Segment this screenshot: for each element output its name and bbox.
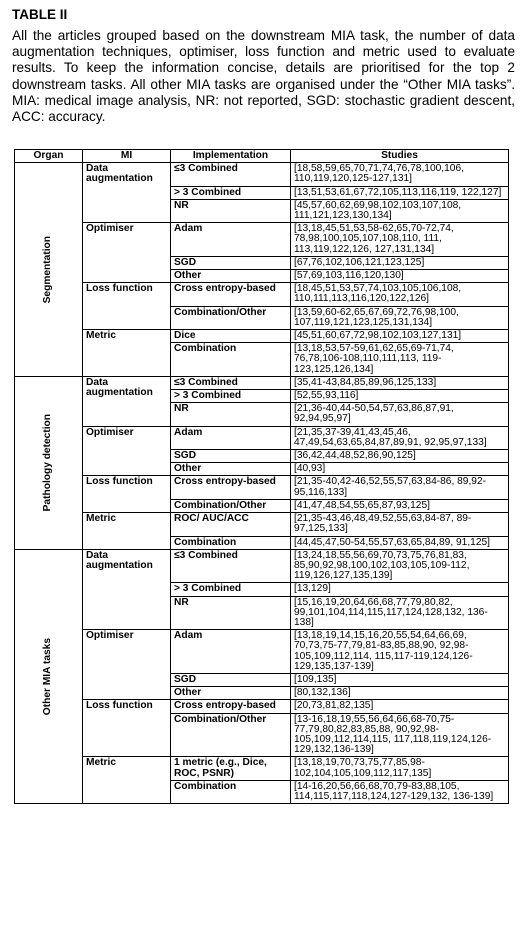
implementation-cell: Combination [171,780,291,803]
header-studies: Studies [291,150,509,163]
organ-cell [15,549,83,803]
studies-cell: [45,51,60,67,72,98,102,103,127,131] [291,330,509,343]
implementation-cell: Combination/Other [171,713,291,757]
implementation-cell: SGD [171,256,291,269]
studies-cell: [13,18,45,51,53,58-62,65,70-72,74, 78,98,100,105,107,108,110, 111, 113,119,122,126, 127,131,134] [291,223,509,257]
table-caption: All the articles grouped based on the downstream MIA task, the number of data augmentation techniques, optimiser, loss function and metric used to evaluate results. To keep the information concise, details are prioritised for the top 2 downstream tasks. All other MIA tasks are organised under the “Other MIA tasks”. MIA: medical image analysis, NR: not reported, SGD: stochastic gradient descent, ACC: accuracy. [12,28,515,125]
implementation-cell: Combination [171,343,291,377]
studies-cell: [15,16,19,20,64,66,68,77,79,80,82, 99,101,104,114,115,117,124,128,132, 136-138] [291,596,509,630]
studies-cell: [35,41-43,84,85,89,96,125,133] [291,376,509,389]
mi-cell: Loss function [83,700,171,757]
table-row [15,630,509,674]
implementation-cell: NR [171,596,291,630]
header-implementation: Implementation [171,150,291,163]
studies-cell: [36,42,44,48,52,86,90,125] [291,450,509,463]
implementation-cell: ≤3 Combined [171,163,291,186]
studies-cell: [52,55,93,116] [291,390,509,403]
table-row [15,476,509,499]
mi-cell: Data augmentation [83,549,171,629]
studies-cell: [13,59,60-62,65,67,69,72,76,98,100, 107,119,121,123,125,131,134] [291,306,509,329]
implementation-cell: Other [171,687,291,700]
studies-cell: [13,18,19,14,15,16,20,55,54,64,66,69, 70,73,75-77,79,81-83,85,88,90, 92,98-105,109,112,114, 115,117-119,124,126-129,135,137-139] [291,630,509,674]
studies-cell: [21,35-40,42-46,52,55,57,63,84-86, 89,92-95,116,133] [291,476,509,499]
implementation-cell: ROC/ AUC/ACC [171,513,291,536]
mi-cell: Metric [83,330,171,377]
implementation-cell: Other [171,270,291,283]
organ-label: Other MIA tasks [42,637,54,716]
header-organ: Organ [15,150,83,163]
mi-cell: Optimiser [83,630,171,700]
organ-label: Pathology detection [42,414,54,512]
studies-cell: [13,129] [291,583,509,596]
table-row [15,549,509,583]
studies-cell: [18,58,59,65,70,71,74,76,78,100,106, 110,119,120,125-127,131] [291,163,509,186]
studies-cell: [21,35,37-39,41,43,45,46, 47,49,54,63,65,84,87,89,91, 92,95,97,133] [291,426,509,449]
studies-cell: [13,18,53,57-59,61,62,65,69-71,74, 76,78,106-108,110,111,113, 119-123,125,126,134] [291,343,509,377]
table-row [15,757,509,780]
studies-cell: [13,18,19,70,73,75,77,85,98- 102,104,105,109,112,117,135] [291,757,509,780]
implementation-cell: Combination [171,536,291,549]
implementation-cell: Dice [171,330,291,343]
studies-cell: [80,132,136] [291,687,509,700]
mi-cell: Optimiser [83,223,171,283]
studies-cell: [13,51,53,61,67,72,105,113,116,119, 122,127] [291,186,509,199]
studies-cell: [14-16,20,56,66,68,70,79-83,88,105, 114,115,117,118,124,127-129,132, 136-139] [291,780,509,803]
table-row [15,163,509,186]
table-body [15,163,509,804]
organ-label: Segmentation [42,235,54,304]
implementation-cell: Cross entropy-based [171,476,291,499]
table-row [15,283,509,306]
studies-cell: [13,24,18,55,56,69,70,73,75,76,81,83, 85,90,92,98,100,102,103,105,109-112, 119,126,127,135,139] [291,549,509,583]
implementation-cell: > 3 Combined [171,390,291,403]
mi-cell: Data augmentation [83,376,171,426]
table-row [15,513,509,536]
implementation-cell: SGD [171,673,291,686]
implementation-cell: NR [171,403,291,426]
mi-cell: Optimiser [83,426,171,476]
implementation-cell: 1 metric (e.g., Dice, ROC, PSNR) [171,757,291,780]
implementation-cell: ≤3 Combined [171,549,291,583]
implementation-cell: > 3 Combined [171,186,291,199]
implementation-cell: Cross entropy-based [171,283,291,306]
implementation-cell: Combination/Other [171,499,291,512]
implementation-cell: Adam [171,426,291,449]
studies-cell: [21,35-43,46,48,49,52,55,63,84-87, 89-97,125,133] [291,513,509,536]
implementation-cell: NR [171,199,291,222]
table-row [15,700,509,713]
implementation-cell: SGD [171,450,291,463]
studies-cell: [44,45,47,50-54,55,57,63,65,84,89, 91,125] [291,536,509,549]
header-mi: MI [83,150,171,163]
studies-cell: [20,73,81,82,135] [291,700,509,713]
studies-cell: [40,93] [291,463,509,476]
table-header-row [15,150,509,163]
implementation-cell: Cross entropy-based [171,700,291,713]
studies-cell: [67,76,102,106,121,123,125] [291,256,509,269]
table-row [15,223,509,257]
studies-cell: [21,36-40,44-50,54,57,63,86,87,91, 92,94,95,97] [291,403,509,426]
studies-cell: [109,135] [291,673,509,686]
implementation-cell: Other [171,463,291,476]
studies-cell: [13-16,18,19,55,56,64,66,68-70,75- 77,79,80,82,83,85,88, 90,92,98-105,109,112,114,115, 117,118,119,124,126-129,132,136-139] [291,713,509,757]
organ-cell [15,163,83,377]
studies-cell: [45,57,60,62,69,98,102,103,107,108, 111,121,123,130,134] [291,199,509,222]
implementation-cell: Combination/Other [171,306,291,329]
studies-cell: [18,45,51,53,57,74,103,105,106,108, 110,111,113,116,120,122,126] [291,283,509,306]
mi-cell: Data augmentation [83,163,171,223]
mi-cell: Metric [83,513,171,550]
studies-cell: [41,47,48,54,55,65,87,93,125] [291,499,509,512]
table-row [15,426,509,449]
table-row [15,330,509,343]
implementation-cell: Adam [171,223,291,257]
implementation-cell: > 3 Combined [171,583,291,596]
mi-cell: Metric [83,757,171,804]
implementation-cell: Adam [171,630,291,674]
mi-cell: Loss function [83,476,171,513]
table-row [15,376,509,389]
table-title: TABLE II [12,7,68,22]
organ-cell [15,376,83,549]
studies-cell: [57,69,103,116,120,130] [291,270,509,283]
mia-table [14,149,509,804]
implementation-cell: ≤3 Combined [171,376,291,389]
mi-cell: Loss function [83,283,171,330]
